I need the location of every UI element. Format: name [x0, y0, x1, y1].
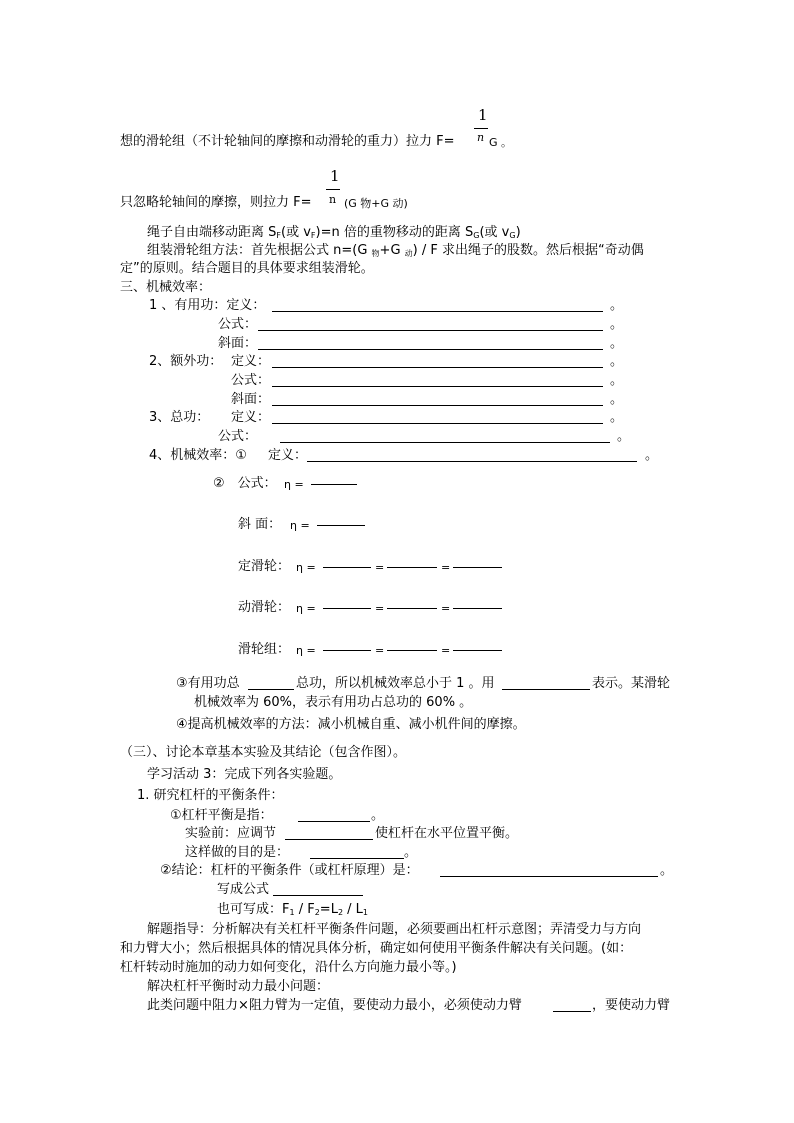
min-force-blank[interactable] — [553, 999, 591, 1012]
extra-work-formula-label: 公式： — [231, 373, 271, 388]
extra-work-definition-label: 定义： — [231, 354, 271, 369]
lever-balance-period: 。 — [371, 808, 385, 823]
period: 。 — [610, 298, 624, 313]
also-write-text: 也可写成：$F_1 / F_2=L_2 / L_1$ — [217, 902, 369, 917]
moving-pulley-blank-2[interactable] — [387, 608, 437, 609]
experiments-heading: （三）、讨论本章基本实验及其结论（包含作图）。 — [120, 745, 407, 760]
equals-sign: = — [375, 561, 385, 574]
ideal-fraction-numerator: 1 — [478, 106, 488, 124]
lever-balance-blank[interactable] — [298, 809, 370, 822]
formula-write-blank[interactable] — [273, 883, 363, 896]
item3-text-b: 总功，所以机械效率总小于 1 。用 — [296, 676, 495, 691]
fixed-pulley-blank-1[interactable] — [323, 567, 371, 568]
period: 。 — [645, 448, 659, 463]
min-force-heading: 解决杠杆平衡时动力最小问题： — [147, 979, 330, 994]
purpose-blank[interactable] — [310, 846, 404, 859]
period: 。 — [610, 410, 624, 425]
eta-symbol: η = — [284, 478, 304, 491]
extra-work-incline-blank[interactable] — [272, 393, 603, 406]
equals-sign: = — [375, 644, 385, 657]
assembly-method-text1: 组装滑轮组方法：首先根据公式 n=(G $_物$+G $_动$) / F 求出绳子的股数。然后根据“奇动偶 — [147, 243, 644, 258]
efficiency-formula-label: ② 公式： — [213, 476, 277, 491]
total-work-label: 3、总功： — [149, 410, 210, 425]
pulley-block-label: 滑轮组： — [238, 642, 291, 657]
assembly-method-line1 — [147, 243, 644, 262]
lever-balance-text: ①杠杆平衡是指： — [170, 808, 273, 823]
before-experiment-blank[interactable] — [285, 827, 373, 840]
equals-sign: = — [441, 602, 451, 615]
useful-work-formula-blank[interactable] — [258, 318, 603, 331]
min-force-text-a: 此类问题中阻力×阻力臂为一定值，要使动力最小，必须使动力臂 — [147, 998, 522, 1013]
useful-work-label: 1 、有用功：定义： — [149, 298, 266, 313]
guide-line3: 杠杆转动时施加的动力如何变化，沿什么方向施力最小等。) — [120, 960, 457, 975]
extra-work-formula-blank[interactable] — [272, 374, 603, 387]
guide-line1: 解题指导：分析解决有关杠杆平衡条件问题，必须要画出杠杆示意图；弄清受力与方向 — [147, 922, 642, 937]
period: 。 — [610, 354, 624, 369]
ideal-fraction-denominator: n — [477, 131, 485, 144]
fixed-pulley-label: 定滑轮： — [238, 559, 291, 574]
useful-work-formula-label: 公式： — [218, 317, 258, 332]
pulley-block-blank-2[interactable] — [387, 650, 437, 651]
before-experiment-text-b: 使杠杆在水平位置平衡。 — [375, 826, 519, 841]
item3-text-c: 表示。某滑轮 — [592, 676, 671, 691]
fixed-pulley-blank-2[interactable] — [387, 567, 437, 568]
ideal-pulley-after: G 。 — [489, 136, 513, 149]
efficiency-heading: 三、机械效率： — [120, 280, 212, 295]
total-work-definition-label: 定义： — [231, 410, 271, 425]
period: 。 — [617, 429, 631, 444]
eta-symbol: η = — [296, 561, 316, 574]
friction-fraction-bar — [326, 189, 340, 190]
useful-work-definition-blank[interactable] — [272, 299, 603, 312]
equals-sign: = — [441, 561, 451, 574]
efficiency-definition-blank[interactable] — [307, 449, 637, 462]
pulley-block-blank-3[interactable] — [453, 650, 502, 651]
extra-work-label: 2、额外功： — [149, 354, 223, 369]
lever-item-heading: 1. 研究杠杆的平衡条件： — [137, 788, 284, 803]
efficiency-definition-label: 定义： — [268, 448, 308, 463]
item3-text-a: ③有用功总 — [176, 676, 240, 691]
guide-line2: 和力臂大小；然后根据具体的情况具体分析，确定如何使用平衡条件解决有关问题。(如： — [120, 941, 633, 956]
item4-text: ④提高机械效率的方法：减小机械自重、减小机件间的摩擦。 — [176, 717, 526, 732]
rope-distance-line — [147, 225, 521, 244]
conclusion-period: 。 — [660, 863, 674, 878]
equals-sign: = — [441, 644, 451, 657]
eta-symbol: η = — [296, 644, 316, 657]
moving-pulley-blank-1[interactable] — [323, 608, 371, 609]
ideal-fraction-bar — [474, 128, 488, 129]
useful-work-incline-blank[interactable] — [258, 337, 603, 350]
period: 。 — [610, 373, 624, 388]
total-work-formula-blank[interactable] — [280, 430, 610, 443]
total-work-definition-blank[interactable] — [272, 411, 603, 424]
item3-blank-1[interactable] — [248, 677, 294, 690]
conclusion-text: ②结论：杠杆的平衡条件（或杠杆原理）是： — [160, 863, 419, 878]
efficiency-item-label: 4、机械效率：① — [149, 448, 247, 463]
moving-pulley-blank-3[interactable] — [453, 608, 502, 609]
item3-blank-2[interactable] — [502, 677, 590, 690]
period: 。 — [610, 336, 624, 351]
fixed-pulley-blank-3[interactable] — [453, 567, 502, 568]
ideal-pulley-text: 想的滑轮组（不计轮轴间的摩擦和动滑轮的重力）拉力 F= — [120, 134, 455, 149]
incline-efficiency-blank[interactable] — [317, 525, 365, 526]
efficiency-formula-blank[interactable] — [311, 484, 357, 485]
rope-distance-text: 绳子自由端移动距离 $S_F$(或 $v_F)=n$ 倍的重物移动的距离 $S_G$(或 $v_G$) — [147, 225, 521, 240]
item3-line2: 机械效率为 60%，表示有用功占总功的 60% 。 — [194, 695, 473, 710]
purpose-text: 这样做的目的是： — [185, 845, 290, 860]
period: 。 — [610, 392, 624, 407]
purpose-period: 。 — [404, 845, 418, 860]
equals-sign: = — [375, 602, 385, 615]
extra-work-incline-label: 斜面： — [231, 392, 271, 407]
min-force-text-b: ，要使动力臂 — [592, 998, 671, 1013]
period: 。 — [610, 317, 624, 332]
pulley-block-blank-1[interactable] — [323, 650, 371, 651]
eta-symbol: η = — [296, 602, 316, 615]
friction-pulley-after: (G 物+G 动) — [344, 197, 408, 210]
formula-write-text: 写成公式 — [217, 882, 270, 897]
conclusion-blank[interactable] — [440, 864, 658, 877]
also-write-line — [217, 902, 368, 921]
before-experiment-text: 实验前：应调节 — [185, 826, 277, 841]
friction-fraction-denominator: n — [329, 193, 337, 206]
eta-symbol: η = — [290, 519, 310, 532]
total-work-formula-label: 公式： — [218, 429, 258, 444]
assembly-method-line2: 定”的原则。结合题目的具体要求组装滑轮。 — [120, 261, 374, 276]
useful-work-incline-label: 斜面： — [218, 336, 258, 351]
activity-line: 学习活动 3：完成下列各实验题。 — [147, 767, 342, 782]
friction-pulley-text: 只忽略轮轴间的摩擦，则拉力 F= — [120, 195, 312, 210]
incline-efficiency-label: 斜 面： — [238, 517, 282, 532]
moving-pulley-label: 动滑轮： — [238, 600, 291, 615]
friction-fraction-numerator: 1 — [330, 167, 340, 185]
extra-work-definition-blank[interactable] — [272, 355, 603, 368]
